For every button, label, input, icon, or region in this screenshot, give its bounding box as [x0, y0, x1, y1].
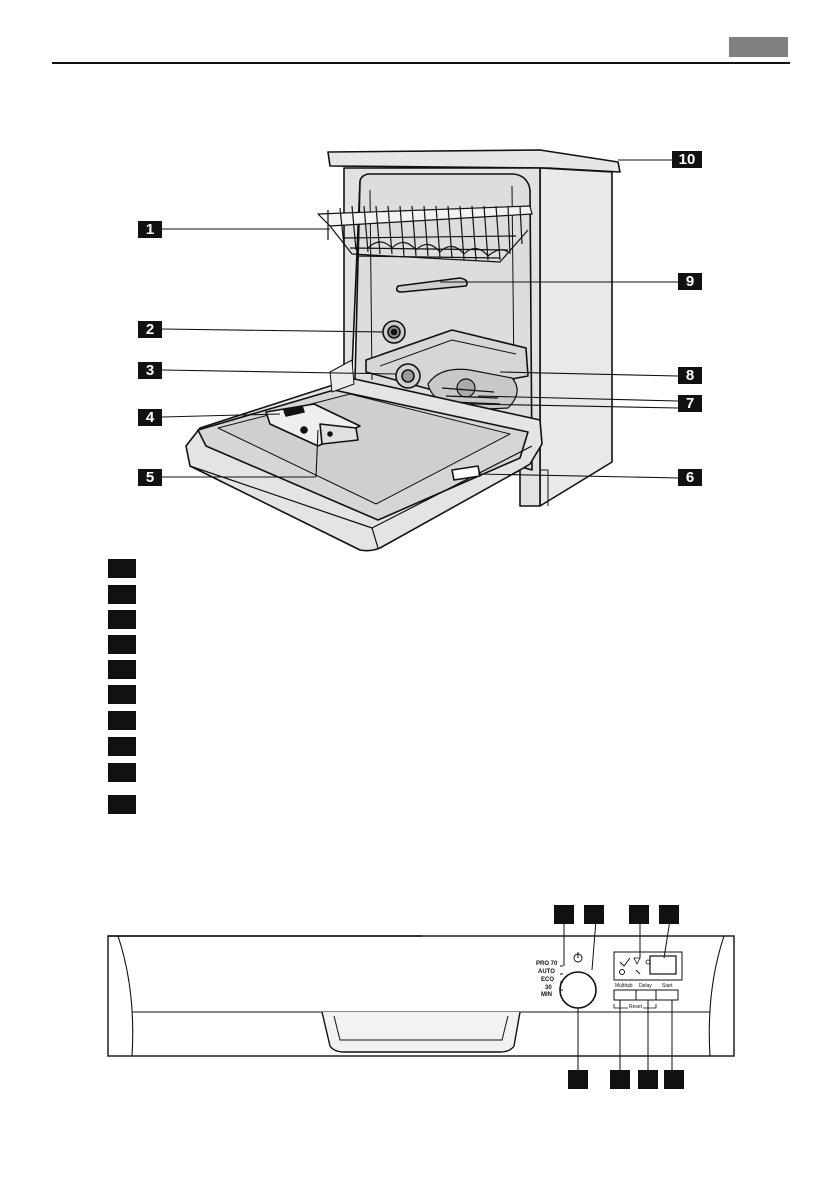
panel-marker-top-2	[584, 905, 604, 924]
panel-marker-top-4	[659, 905, 679, 924]
panel-marker-top-3	[629, 905, 649, 924]
delay-button-label: Delay	[639, 983, 652, 989]
panel-marker-bottom-3	[638, 1070, 658, 1089]
panel-marker-bottom-2	[610, 1070, 630, 1089]
callout-8: 8	[678, 367, 702, 384]
start-button-label: Start	[662, 983, 673, 989]
callout-5: 5	[138, 469, 162, 486]
callout-3: 3	[138, 362, 162, 379]
program-selector-dial	[560, 972, 596, 1008]
reset-label: Reset	[629, 1004, 643, 1010]
panel-marker-top-1	[554, 905, 574, 924]
panel-marker-bottom-1	[568, 1070, 588, 1089]
callout-9: 9	[678, 273, 702, 290]
callout-10: 10	[672, 151, 702, 168]
program-label-eco: ECO	[541, 977, 555, 983]
callout-7: 7	[678, 395, 702, 412]
program-label-min: MIN	[541, 992, 552, 998]
callout-4: 4	[138, 409, 162, 426]
multitab-button-label: Multitab	[615, 983, 633, 989]
program-label-pro70: PRO 70	[536, 961, 558, 967]
program-label-auto: AUTO	[538, 969, 555, 975]
program-label-30: 30	[545, 985, 552, 991]
door-handle	[322, 1012, 520, 1052]
callout-1: 1	[138, 221, 162, 238]
callout-6: 6	[678, 469, 702, 486]
panel-marker-bottom-4	[664, 1070, 684, 1089]
callout-2: 2	[138, 321, 162, 338]
